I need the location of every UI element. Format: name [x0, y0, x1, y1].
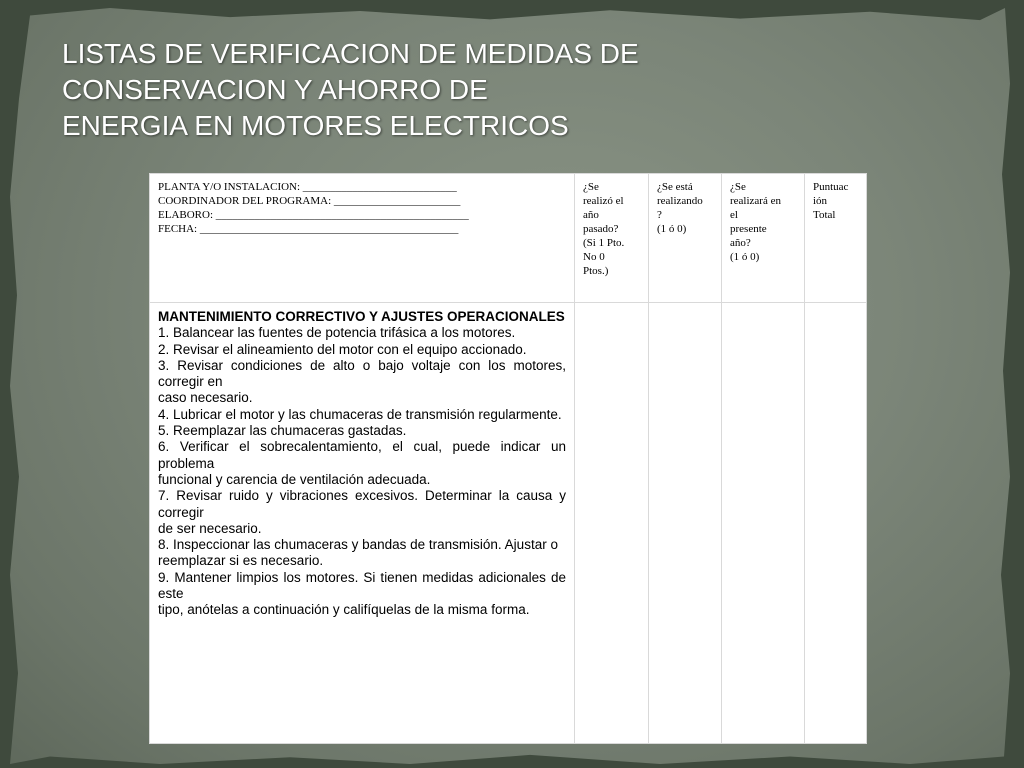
column-header-last-year: ¿Se realizó el año pasado? (Si 1 Pto. No 0 Ptos.) [575, 174, 649, 303]
checklist-item: 5. Reemplazar las chumaceras gastadas. [158, 423, 407, 439]
slide-title [62, 36, 762, 144]
score-cell-in-progress[interactable] [649, 303, 722, 744]
header-fields-cell [150, 174, 575, 303]
section-content-cell [150, 303, 575, 744]
checklist-item: 4. Lubricar el motor y las chumaceras de transmisión regularmente. [158, 406, 562, 422]
section-heading: MANTENIMIENTO CORRECTIVO Y AJUSTES OPERACIONALES [158, 309, 565, 324]
title-line: ENERGIA EN MOTORES ELECTRICOS [62, 110, 569, 141]
column-header-this-year: ¿Se realizará en el presente año? (1 ó 0) [722, 174, 805, 303]
checklist-item: 3. Revisar condiciones de alto o bajo voltaje con los motores, corregir en [158, 357, 566, 390]
field-elaboro: ELABORO: ______________________________________________ [158, 209, 469, 221]
checklist-item: 9. Mantener limpios los motores. Si tienen medidas adicionales de este [158, 569, 566, 602]
checklist-item: 2. Revisar el alineamiento del motor con el equipo accionado. [158, 341, 527, 357]
field-coordinador: COORDINADOR DEL PROGRAMA: _______________________ [158, 195, 461, 207]
checklist-item: de ser necesario. [158, 520, 262, 536]
header-row [150, 174, 867, 303]
field-planta: PLANTA Y/O INSTALACION: ____________________________ [158, 181, 457, 193]
checklist-item: 6. Verificar el sobrecalentamiento, el cual, puede indicar un problema [158, 439, 566, 471]
checklist-item: funcional y carencia de ventilación adecuada. [158, 471, 431, 487]
checklist-item: reemplazar si es necesario. [158, 553, 324, 569]
column-header-in-progress: ¿Se está realizando ? (1 ó 0) [649, 174, 722, 303]
checklist-item: caso necesario. [158, 390, 253, 406]
score-cell-total[interactable] [805, 303, 867, 744]
score-cell-last-year[interactable] [575, 303, 649, 744]
title-line: CONSERVACION Y AHORRO DE [62, 74, 488, 105]
field-fecha: FECHA: _______________________________________________ [158, 223, 459, 235]
checklist-item: 8. Inspeccionar las chumaceras y bandas de transmisión. Ajustar o [158, 537, 558, 553]
column-header-total-score: Puntuac ión Total [805, 174, 867, 303]
checklist-item: 1. Balancear las fuentes de potencia trifásica a los motores. [158, 325, 516, 341]
title-line: LISTAS DE VERIFICACION DE MEDIDAS DE [62, 38, 639, 69]
checklist-item: tipo, anótelas a continuación y califíquelas de la misma forma. [158, 602, 530, 618]
checklist-table [149, 173, 867, 744]
section-row [150, 303, 867, 744]
score-cell-this-year[interactable] [722, 303, 805, 744]
checklist-item: 7. Revisar ruido y vibraciones excesivos. Determinar la causa y corregir [158, 488, 566, 520]
